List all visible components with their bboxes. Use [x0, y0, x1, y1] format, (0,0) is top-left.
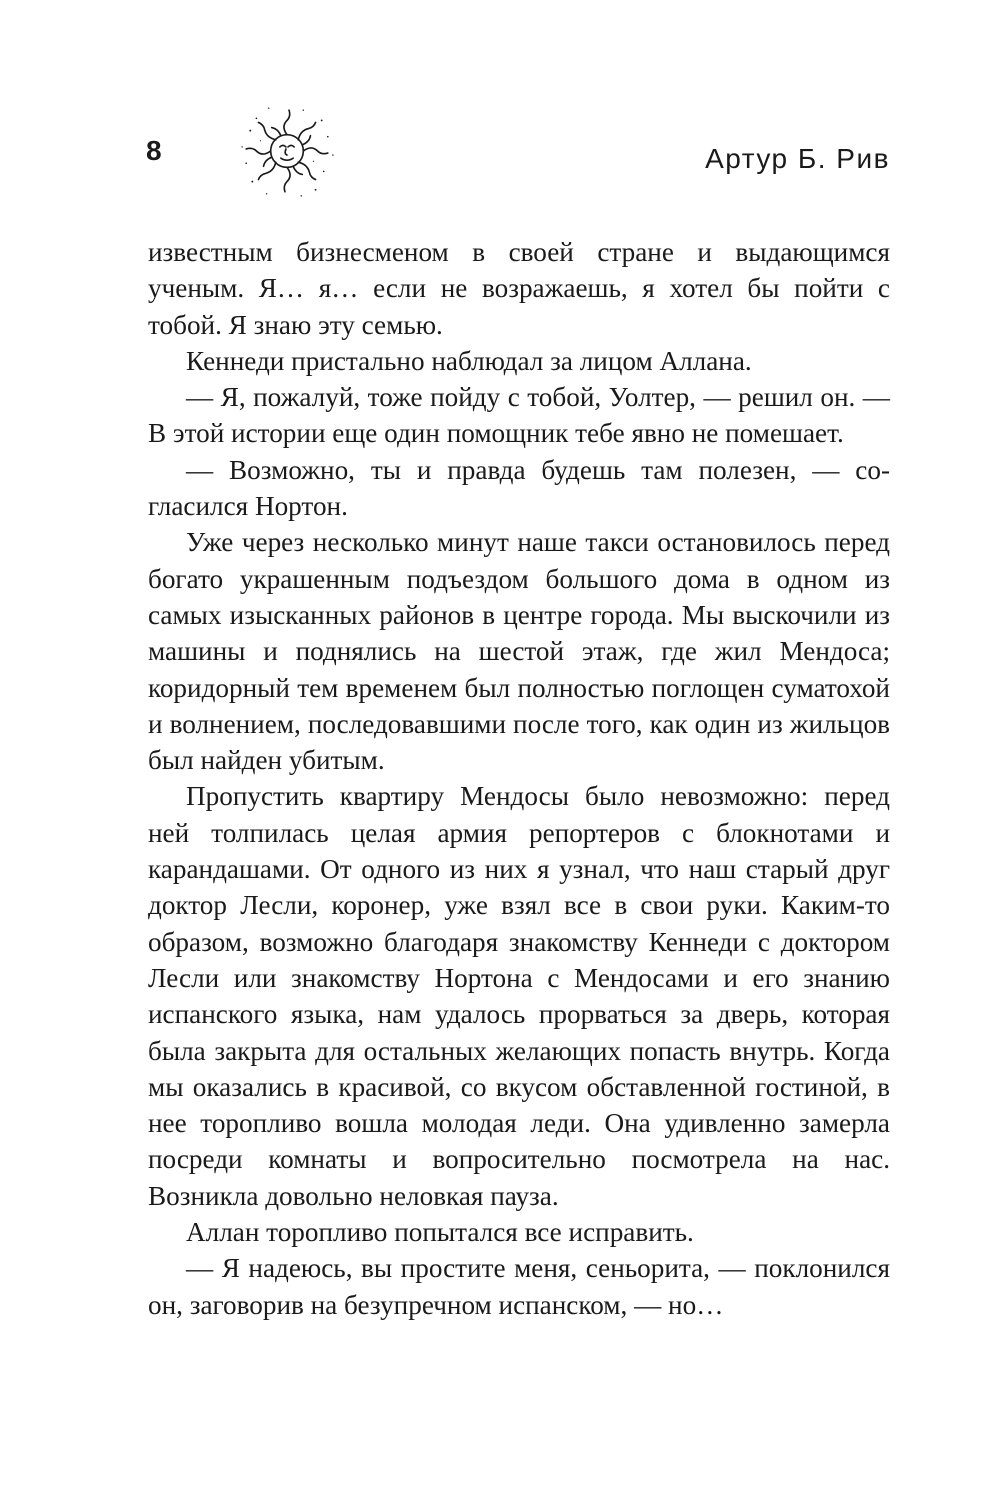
- running-head-author: Артур Б. Рив: [705, 143, 890, 174]
- paragraph-7: Аллан торопливо попытался все исправить.: [186, 1217, 694, 1248]
- paragraph-8: — Я надеюсь, вы простите меня, сеньорита, — поклонился он, заговорив на безупречном испанском, — но…: [148, 1253, 890, 1320]
- page-number: 8: [146, 135, 162, 166]
- paragraph-1: известным бизнесменом в своей стране и выдающимся ученым. Я… я… если не возражаешь, я хотел бы пойти с тобой. Я знаю эту семью.: [148, 237, 890, 340]
- body-text: [148, 234, 890, 1323]
- paragraph-6: Пропустить квартиру Мендосы было невозможно: перед ней толпилась целая армия репортеров с блокнотами и карандашами. От одного из них я узнал, что наш старый друг доктор Лесли, коронер, уже взял все в свои руки. Каким-то образом, возможно благодаря знакомству Кеннеди с доктором Лесли или знакомству Нортона с Мендосами и его знанию испанского языка, нам удалось прорваться за дверь, которая была закрыта для остальных желающих попасть внутрь. Когда мы оказались в красивой, со вкусом обставленной гостиной, в нее торопливо вошла молодая леди. Она удивленно замерла посреди комнаты и вопросительно посмотрела на нас. Возникла довольно неловкая пауза.: [148, 781, 890, 1211]
- paragraph-3: — Я, пожалуй, тоже пойду с тобой, Уолтер, — решил он. — В этой истории еще один помощник тебе явно не помешает.: [148, 382, 890, 449]
- paragraph-4: — Возможно, ты и правда будешь там полезен, — согласился Нортон.: [148, 454, 890, 522]
- sun-face-icon: [236, 100, 338, 202]
- paragraph-2: Кеннеди пристально наблюдал за лицом Аллана.: [186, 345, 752, 376]
- paragraph-5: Уже через несколько минут наше такси остановилось перед богато украшенным подъездом большого дома в одном из самых изысканных районов в центре города. Мы выскочили из машины и поднялись на шестой этаж, где жил Мендоса; коридорный тем временем был полностью поглощен суматохой и волнением, последовавшими после того, как один из жильцов был найден убитым.: [148, 527, 890, 776]
